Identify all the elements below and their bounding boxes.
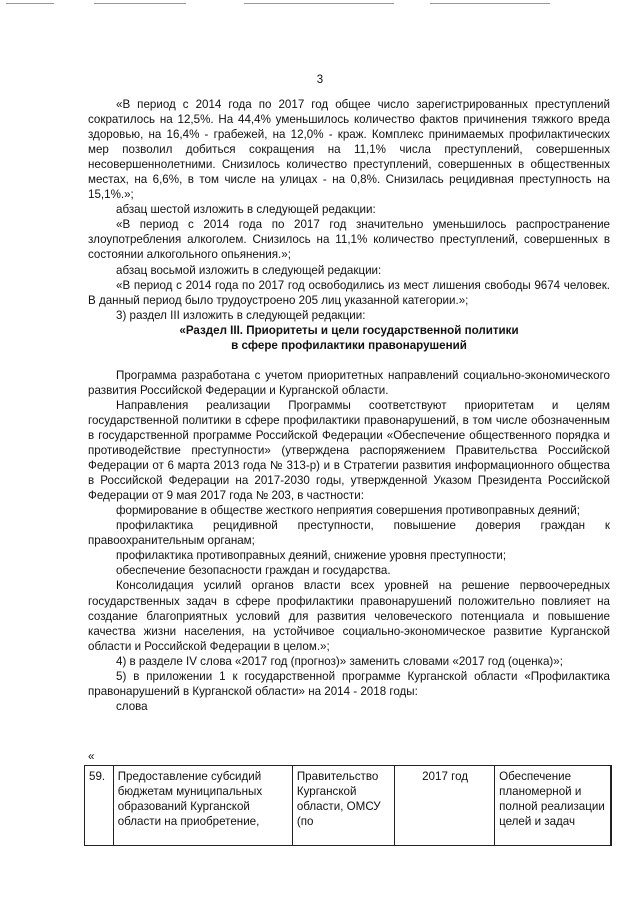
scan-artifact-line <box>430 3 550 4</box>
paragraph-alcohol: «В период с 2014 года по 2017 год значительно уменьшилось распространение злоупотребления алкоголем. Снизилось на 11,1% количество преступлений, совершенных в состоянии алкогольного опьянения.»; <box>88 218 610 262</box>
paragraph-statistics: «В период с 2014 года по 2017 год общее число зарегистрированных преступлений сократилось на 12,5%. На 44,4% уменьшилось количество фактов причинения тяжкого вреда здоровью, на 16,4% - грабежей, на 12,0% - краж. Комплекс принимаемых профилактических мер позволил добиться сокращения на 11,1% числа преступлений, совершенных несовершеннолетними. Снизилось количество преступлений, совершенных в общественных местах, на 6,6%, в том числе на улицах - на 0,8%. Снизилась рецидивная преступность на 15,1%.»; <box>88 98 610 202</box>
page-number: 3 <box>316 74 324 86</box>
cell-executor: Правительство Курганской области, ОМСУ (по <box>292 766 394 846</box>
cell-edge <box>610 766 611 846</box>
cell-term: 2017 год <box>395 766 495 846</box>
scan-artifact-line <box>6 3 54 4</box>
scan-artifact-line <box>244 3 394 4</box>
section-heading-line2: в сфере профилактики правонарушений <box>231 338 467 352</box>
open-quote: « <box>88 750 95 763</box>
spacer <box>88 353 610 368</box>
cell-result: Обеспечение планомерной и полной реализации целей и задач <box>495 766 611 846</box>
paragraph-consolidation: Консолидация усилий органов власти всех уровней на решение первоочередных государственных задач в сфере профилактики правонарушений положительно повлияет на создание благоприятных условий для развития человеческого потенциала и повышение качества жизни населения, на устойчивое социально-экономическое развитие Курганской области и Российской Федерации в целом.»; <box>88 579 610 653</box>
document-body <box>88 97 610 714</box>
list-item-formation: формирование в обществе жесткого неприятия совершения противоправных деяний; <box>116 504 580 518</box>
paragraph-instruction-8: абзац восьмой изложить в следующей редакции: <box>116 263 382 277</box>
paragraph-released: «В период с 2014 года по 2017 год освободились из мест лишения свободы 9674 человек. В данный период было трудоустроено 205 лиц указанной категории.»; <box>88 278 610 307</box>
section-heading-line1: «Раздел III. Приоритеты и цели государственной политики <box>179 323 519 337</box>
measures-table <box>84 765 612 846</box>
paragraph-appendix1: 5) в приложении 1 к государственной программе Курганской области «Профилактика правонарушений в Курганской области» на 2014 - 2018 годы: <box>88 669 610 698</box>
paragraph-section4-change: 4) в разделе IV слова «2017 год (прогноз)» заменить словами «2017 год (оценка)»; <box>116 654 563 668</box>
scan-artifact-line <box>94 3 186 4</box>
paragraph-instruction-section3: 3) раздел III изложить в следующей редакции: <box>116 308 366 322</box>
paragraph-words: слова <box>116 699 148 713</box>
list-item-prevention: профилактика противоправных деяний, снижение уровня преступности; <box>116 549 507 563</box>
paragraph-program-basis: Программа разработана с учетом приоритетных направлений социально-экономического развития Российской Федерации и Курганской области. <box>88 368 610 397</box>
list-item-recidivism: профилактика рецидивной преступности, повышение доверия граждан к правоохранительным органам; <box>88 519 610 548</box>
cell-description: Предоставление субсидий бюджетам муниципальных образований Курганской области на приобретение, <box>113 766 292 846</box>
paragraph-instruction-6: абзац шестой изложить в следующей редакции: <box>116 203 376 217</box>
paragraph-directions: Направления реализации Программы соответствуют приоритетам и целям государственной политики в сфере профилактики правонарушений, в том числе обозначенным в государственной программе Российской Федерации «Обеспечение общественного порядка и противодействие преступности» (утверждена распоряжением Правительства Российской Федерации от 6 марта 2013 года № 313-р) и в Стратегии развития информационного общества в Российской Федерации на 2017-2030 годы, утвержденной Указом Президента Российской Федерации от 9 мая 2017 года № 203, в частности: <box>88 398 610 503</box>
list-item-security: обеспечение безопасности граждан и государства. <box>116 564 391 578</box>
table-row <box>85 766 612 846</box>
cell-number: 59. <box>85 766 114 846</box>
